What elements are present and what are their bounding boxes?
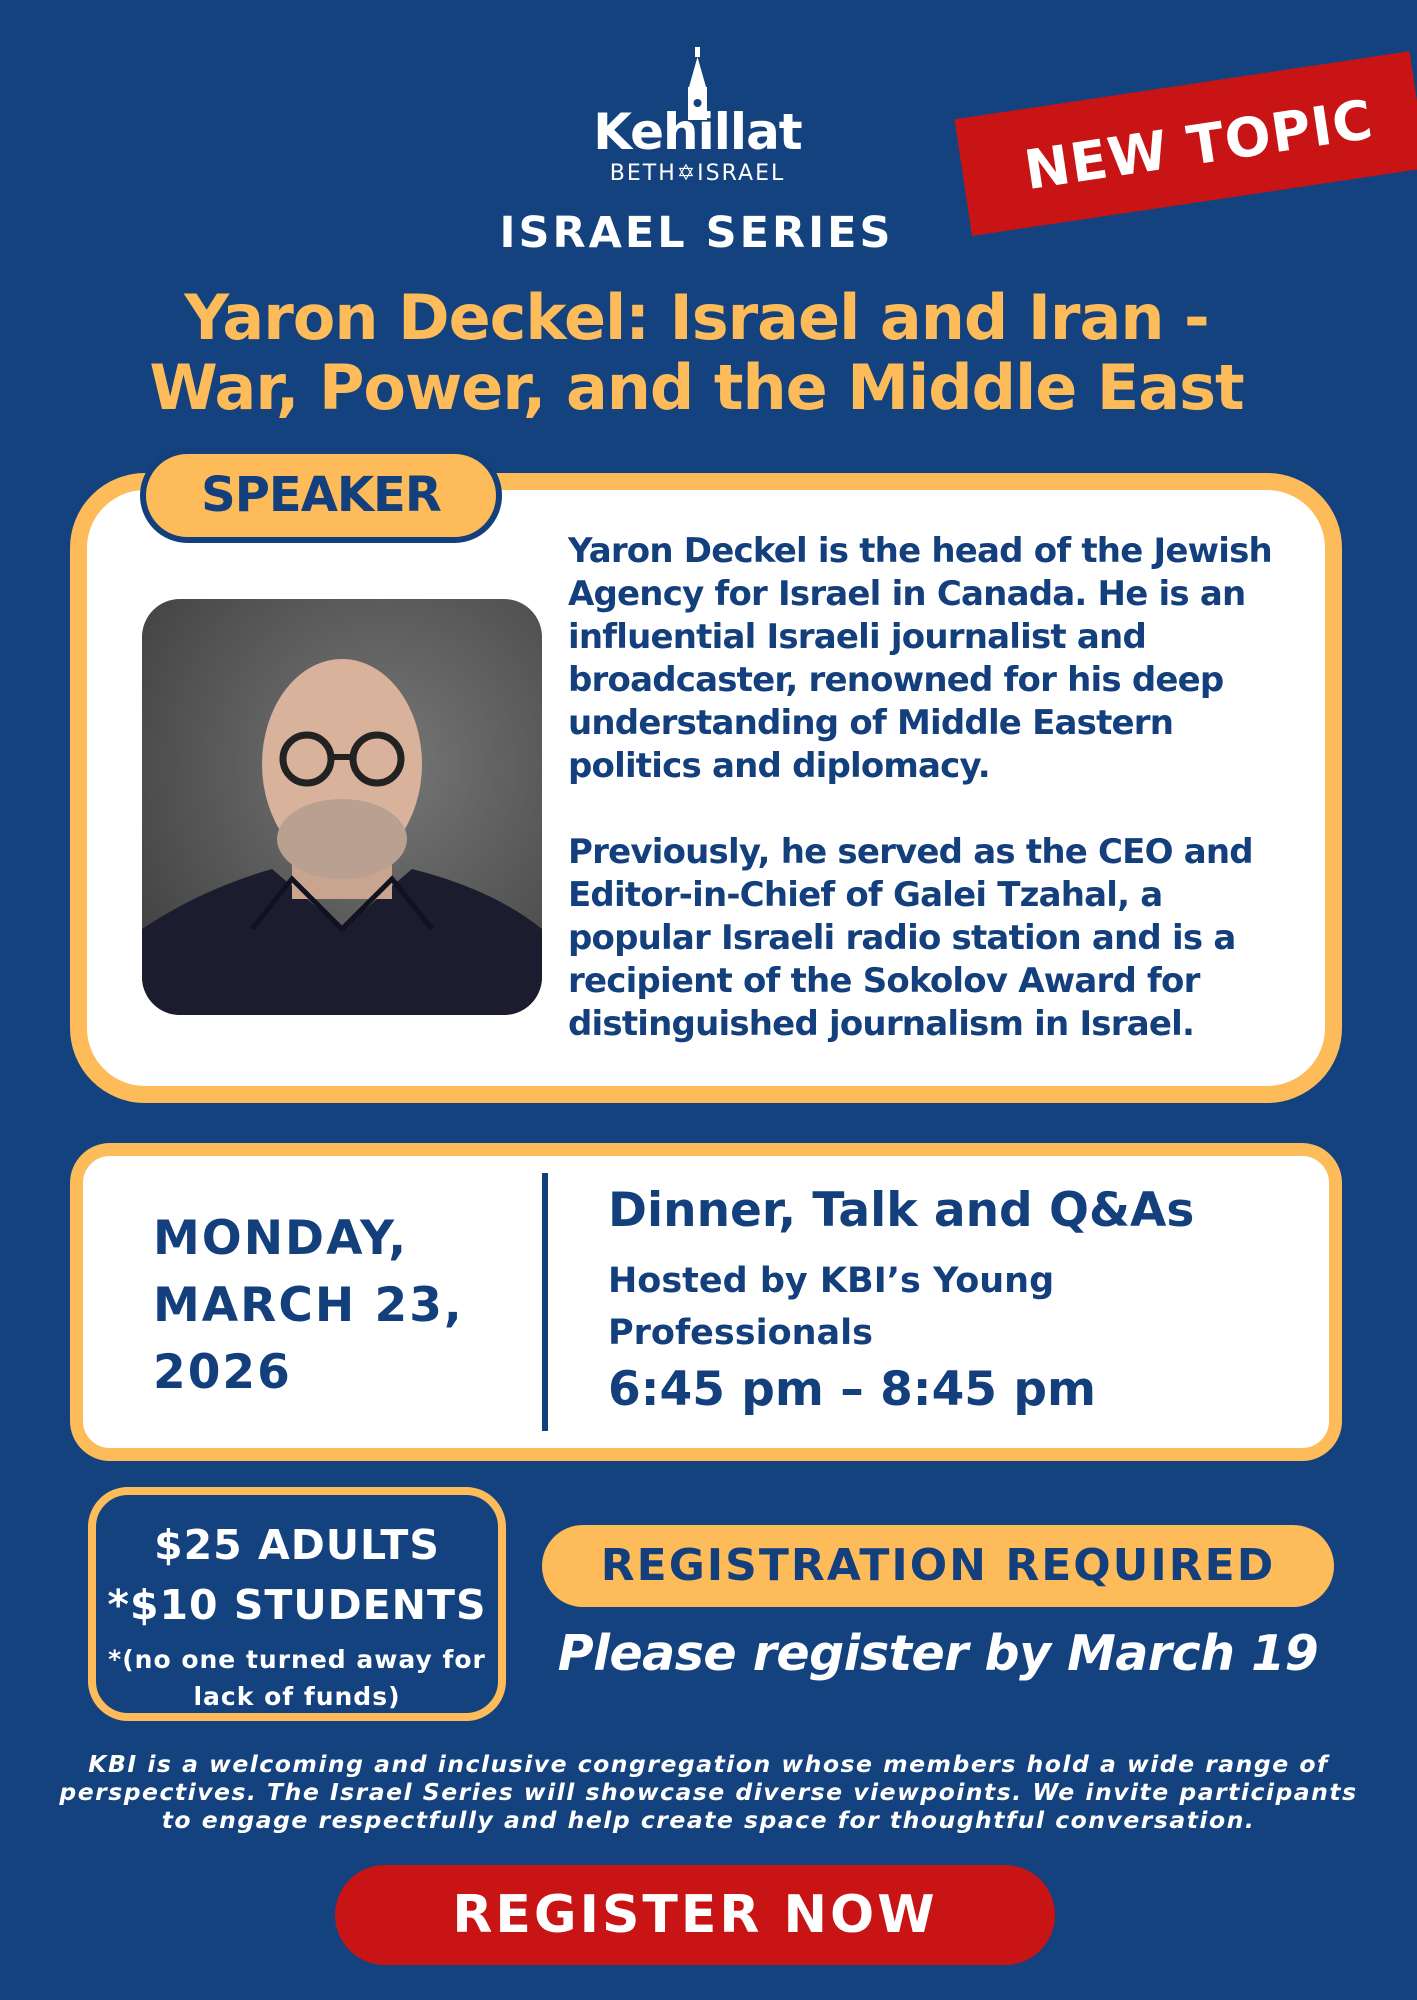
event-host: Hosted by KBI’s Young Professionals (608, 1261, 1055, 1353)
event-format: Dinner, Talk and Q&As (608, 1183, 1195, 1238)
date-line: MARCH 23, (153, 1278, 464, 1333)
event-date (153, 1205, 464, 1406)
date-line: 2026 (153, 1345, 292, 1400)
registration-required-badge: REGISTRATION REQUIRED (542, 1525, 1334, 1607)
event-time: 6:45 pm – 8:45 pm (608, 1362, 1096, 1417)
title-line: War, Power, and the Middle East (149, 351, 1244, 424)
register-now-button[interactable]: REGISTER NOW (335, 1865, 1055, 1965)
speaker-bio (568, 530, 1308, 1089)
event-title-heading (0, 283, 1393, 423)
price-students: *$10 STUDENTS (107, 1581, 487, 1629)
date-line: MONDAY, (153, 1211, 409, 1266)
logo-subname: BETH✡ISRAEL (609, 161, 786, 186)
speaker-tab: SPEAKER (140, 448, 502, 543)
speaker-photo (142, 599, 542, 1015)
banner-label: NEW TOPIC (1020, 87, 1378, 203)
logo-name: Kehillat (593, 103, 802, 161)
disclaimer-text: KBI is a welcoming and inclusive congregation whose members hold a wide range of perspectives. The Israel Series will showcase diverse viewpoints. We invite participants to engage respectfully and help create space for thoughtful conversation. (59, 1750, 1358, 1834)
registration-deadline: Please register by March 19 (557, 1625, 1319, 1682)
price-adults: $25 ADULTS (154, 1521, 440, 1569)
title-line: Yaron Deckel: Israel and Iran - (184, 281, 1209, 354)
price-note: *(no one turned away for lack of funds) (108, 1645, 486, 1711)
bio-paragraph: Yaron Deckel is the head of the Jewish Agency for Israel in Canada. He is an influential Israeli journalist and broadcaster, renowned for his deep understanding of Middle Eastern politics and diplomacy. (568, 531, 1272, 786)
divider (542, 1173, 548, 1431)
pricing-box (88, 1487, 506, 1721)
kehillat-beth-israel-logo (585, 45, 810, 186)
series-label: ISRAEL SERIES (499, 208, 894, 258)
bio-paragraph: Previously, he served as the CEO and Editor-in-Chief of Galei Tzahal, a popular Israeli radio station and is a recipient of the Sokolov Award for distinguished journalism in Israel. (568, 832, 1253, 1044)
